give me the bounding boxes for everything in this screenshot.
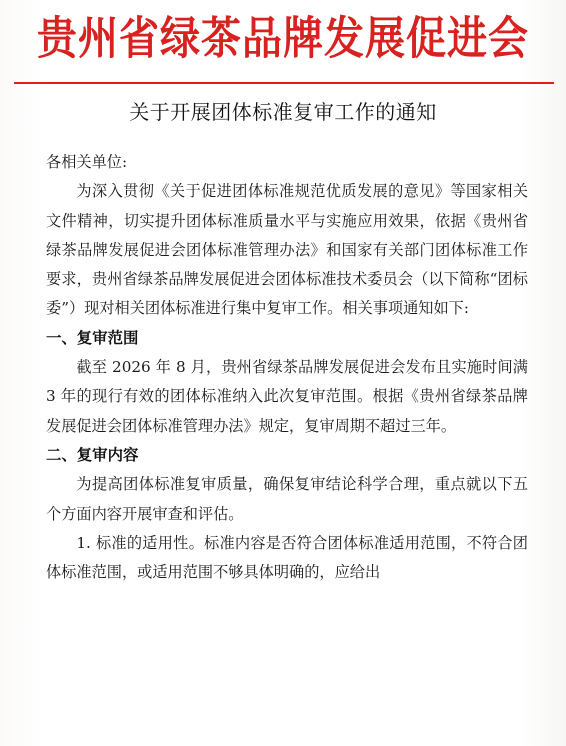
section-heading-scope: 一、复审范围 [46, 328, 139, 347]
scope-paragraph: 截至 2026 年 8 月，贵州省绿茶品牌发展促进会发布且实施时间满 3 年的现行有效的团体标准纳入此次复审范围。根据《贵州省绿茶品牌发展促进会团体标准管理办法》规定，复审周期不超过三年。 [46, 358, 528, 435]
section-heading-content: 二、复审内容 [46, 445, 139, 464]
letterhead-red-rule [14, 82, 554, 84]
letterhead-org-name: 贵州省绿茶品牌发展促进会 [37, 12, 529, 65]
notice-title: 关于开展团体标准复审工作的通知 [129, 100, 437, 124]
content-item-applicability: 1. 标准的适用性。标准内容是否符合团体标准适用范围，不符合团体标准范围，或适用范围不够具体明确的，应给出 [46, 533, 528, 582]
salutation: 各相关单位: [46, 153, 128, 171]
intro-paragraph: 为深入贯彻《关于促进团体标准规范优质发展的意见》等国家相关文件精神，切实提升团体标准质量水平与实施应用效果，依据《贵州省绿茶品牌发展促进会团体标准管理办法》和国家有关部门团体标准工作要求，贵州省绿茶品牌发展促进会团体标准技术委员会（以下简称“团标委”）现对相关团体标准进行集中复审工作。相关事项通知如下: [46, 182, 528, 318]
content-paragraph: 为提高团体标准复审质量，确保复审结论科学合理，重点就以下五个方面内容开展审查和评估。 [46, 475, 528, 523]
notice-body [46, 148, 528, 587]
